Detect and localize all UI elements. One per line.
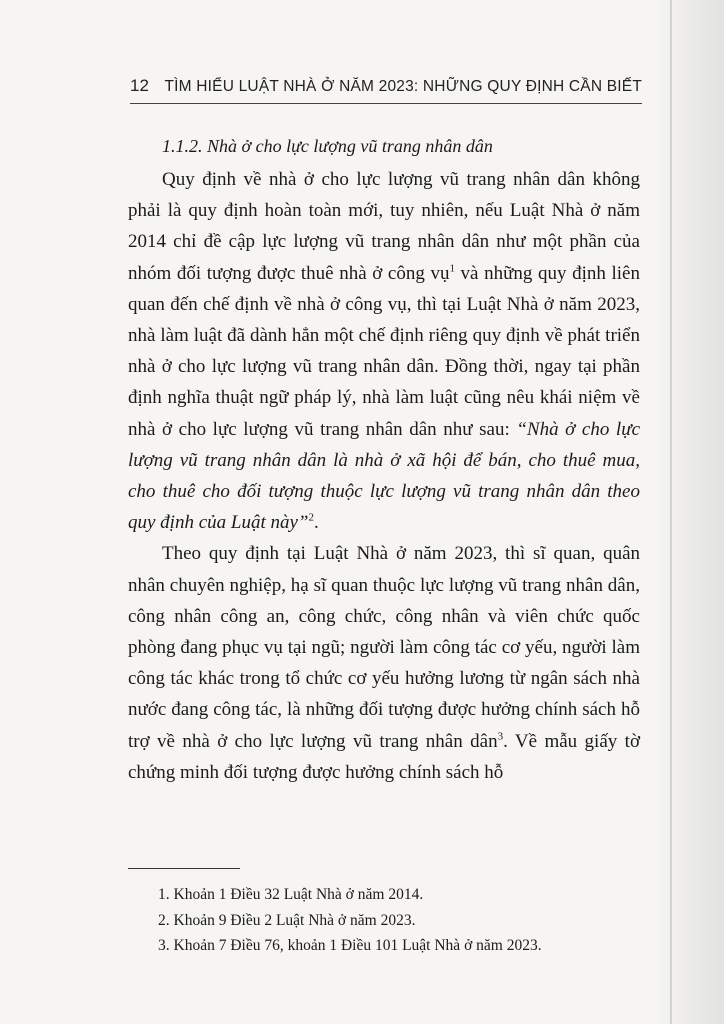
body-text: [128, 130, 640, 788]
running-header: [130, 76, 642, 102]
paragraph-2-text-a: Theo quy định tại Luật Nhà ở năm 2023, thì sĩ quan, quân nhân chuyên nghiệp, hạ sĩ quan thuộc lực lượng vũ trang nhân dân, công nhân công an, công chức, công nhân và viên chức quốc phòng đang phục vụ tại ngũ; người làm công tác cơ yếu, người làm công tác khác trong tổ chức cơ yếu hưởng lương từ ngân sách nhà nước đang công tác, là những đối tượng được hưởng chính sách hỗ trợ về nhà ở cho lực lượng vũ trang nhân dân: [128, 543, 640, 752]
paragraph-2-text-b: . Về mẫu giấy tờ chứng minh đối tượng được hưởng chính sách hỗ: [128, 730, 641, 783]
paragraph-1: [128, 164, 640, 538]
footnote-rule: [128, 868, 240, 869]
footnote-ref-1: 1: [449, 262, 455, 275]
header-rule: [130, 103, 642, 104]
page-number: 12: [130, 76, 149, 95]
page-edge-line: [670, 0, 672, 1024]
footnotes: [158, 882, 640, 959]
footnote-1: 1. Khoản 1 Điều 32 Luật Nhà ở năm 2014.: [158, 886, 424, 903]
paragraph-1-text-b: và những quy định liên quan đến chế định về nhà ở công vụ, thì tại Luật Nhà ở năm 2023, nhà làm luật đã dành hẳn một chế định riêng quy định về phát triển nhà ở cho lực lượng vũ trang nhân dân. Đồng thời, ngay tại phần định nghĩa thuật ngữ pháp lý, nhà làm luật cũng nêu khái niệm về nhà ở cho lực lượng vũ trang nhân dân như sau:: [128, 262, 640, 440]
page-edge-shadow: [654, 0, 724, 1024]
footnote-2: 2. Khoản 9 Điều 2 Luật Nhà ở năm 2023.: [158, 911, 416, 929]
definition-quote: “Nhà ở cho lực lượng vũ trang nhân dân là nhà ở xã hội để bán, cho thuê mua, cho thuê cho đối tượng thuộc lực lượng vũ trang nhân dân theo quy định của Luật này”: [128, 418, 640, 534]
footnote-3: 3. Khoản 7 Điều 76, khoản 1 Điều 101 Luật Nhà ở năm 2023.: [158, 937, 542, 954]
section-heading: 1.1.2. Nhà ở cho lực lượng vũ trang nhân dân: [162, 136, 493, 156]
paragraph-1-text-a: Quy định về nhà ở cho lực lượng vũ trang nhân dân không phải là quy định hoàn toàn mới, tuy nhiên, nếu Luật Nhà ở năm 2014 chỉ đề cập lực lượng vũ trang nhân dân như một phần của nhóm đối tượng được thuê nhà ở công vụ: [128, 169, 640, 284]
paragraph-1-end: .: [314, 512, 319, 534]
paragraph-2: [128, 538, 640, 788]
running-title: TÌM HIỂU LUẬT NHÀ Ở NĂM 2023: NHỮNG QUY ĐỊNH CẦN BIẾT: [164, 78, 642, 95]
footnote-ref-3: 3: [497, 730, 504, 743]
footnote-ref-2: 2: [308, 511, 314, 524]
